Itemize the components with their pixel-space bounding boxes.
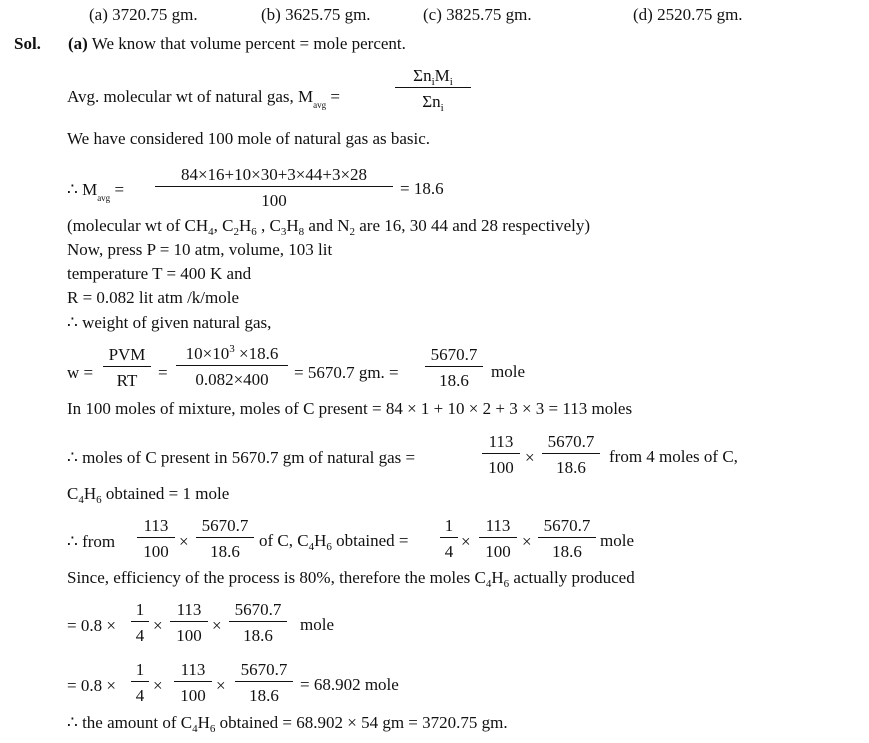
eff1-f3-den: 18.6 xyxy=(243,626,273,645)
from-fraction-3 xyxy=(440,517,458,560)
eff1-f3-num: 5670.7 xyxy=(229,601,287,622)
avg-num-sub1: i xyxy=(431,76,435,88)
eff2-f3-num: 5670.7 xyxy=(235,661,293,682)
from-mid-a: of C, C xyxy=(259,531,309,550)
eff1-times-1: × xyxy=(153,616,163,635)
from-f5-den: 18.6 xyxy=(552,542,582,561)
from-mid-b: obtained = xyxy=(331,531,409,550)
w-unit: mole xyxy=(491,362,525,381)
mc-suffix: from 4 moles of C, xyxy=(609,447,738,466)
mc-times: × xyxy=(525,448,535,467)
eq08-1: = 0.8 × xyxy=(67,616,116,635)
from-s2: 6 xyxy=(326,541,332,553)
mc-f2-num: 5670.7 xyxy=(542,433,600,454)
eff1-times-2: × xyxy=(212,616,222,635)
solution-line-1 xyxy=(68,35,406,52)
sol-label: Sol. xyxy=(14,34,41,53)
from-h: H xyxy=(314,531,327,550)
w-f2-num-b: ×18.6 xyxy=(234,344,279,363)
w-f2-sup: 3 xyxy=(229,343,235,355)
mc-fraction-1 xyxy=(482,433,520,476)
w-f2-num-a: 10×10 xyxy=(185,344,230,363)
from-f2-num: 5670.7 xyxy=(196,517,254,538)
from-f1-den: 100 xyxy=(143,542,169,561)
mw-note xyxy=(67,216,591,238)
avg-denominator xyxy=(395,88,471,114)
eff2-f3-den: 18.6 xyxy=(249,686,279,705)
from-f4-num: 113 xyxy=(479,517,517,538)
avg-den-sub: i xyxy=(440,102,444,114)
c4h6-a: C xyxy=(67,484,79,503)
eff2-fraction-1 xyxy=(131,661,149,704)
eff2-f1-den: 4 xyxy=(135,686,145,705)
eff2-fraction-3 xyxy=(235,661,293,704)
w-fraction-1 xyxy=(103,346,151,389)
mw-s2: 2 xyxy=(233,226,239,238)
mavg-label xyxy=(67,180,125,203)
mw-e: H xyxy=(286,216,299,235)
w-eq-1: = xyxy=(158,363,168,382)
w-fraction-3 xyxy=(425,346,483,389)
c4h6-s1: 4 xyxy=(78,494,84,506)
from-fraction-4 xyxy=(479,517,517,560)
from-fraction-1 xyxy=(137,517,175,560)
efficiency-line xyxy=(67,568,635,590)
w-f2-num xyxy=(176,345,288,366)
mavg-sub: avg xyxy=(97,193,111,203)
mw-d: , C xyxy=(256,216,281,235)
avg-num-a: Σn xyxy=(413,66,432,85)
w-label: w = xyxy=(67,363,94,382)
mw-g: are 16, 30 44 and 28 respectively) xyxy=(354,216,591,235)
avg-eq: = xyxy=(330,87,340,106)
mw-s6: 2 xyxy=(349,226,355,238)
from-times-2: × xyxy=(461,532,471,551)
from-f1-num: 113 xyxy=(137,517,175,538)
from-unit: mole xyxy=(600,531,634,550)
eff2-f2-num: 113 xyxy=(174,661,212,682)
from-f4-den: 100 xyxy=(485,542,511,561)
eff1-f1-num: 1 xyxy=(131,601,149,622)
temperature-line: temperature T = 400 K and xyxy=(67,264,252,283)
option-b: (b) 3625.75 gm. xyxy=(261,5,371,24)
avg-den-a: Σn xyxy=(422,92,441,111)
from-fraction-2 xyxy=(196,517,254,560)
solution-label xyxy=(14,35,41,52)
option-d: (d) 2520.75 gm. xyxy=(633,5,743,24)
mavg-result: = 18.6 xyxy=(400,179,444,198)
from-times-3: × xyxy=(522,532,532,551)
mw-s5: 8 xyxy=(298,226,305,238)
eff2-times-1: × xyxy=(153,676,163,695)
w-f1-num: PVM xyxy=(103,346,151,367)
eff-s2: 6 xyxy=(503,578,510,590)
sol-answer: (a) xyxy=(68,34,88,53)
eff1-fraction-1 xyxy=(131,601,149,644)
w-f3-num: 5670.7 xyxy=(425,346,483,367)
from-fraction-5 xyxy=(538,517,596,560)
eff1-fraction-2 xyxy=(170,601,208,644)
final-b: obtained = 68.902 × 54 gm = 3720.75 gm. xyxy=(215,713,508,732)
mw-f: and N xyxy=(304,216,350,235)
from-s1: 4 xyxy=(308,541,315,553)
basis-line: We have considered 100 mole of natural gas as basic. xyxy=(67,129,431,148)
from-times-1: × xyxy=(179,532,189,551)
mw-c: H xyxy=(239,216,252,235)
mw-b: , C xyxy=(213,216,234,235)
mc-f1-den: 100 xyxy=(488,458,514,477)
avg-mw-label xyxy=(67,87,340,110)
c4h6-one-mole xyxy=(67,484,230,506)
option-c: (c) 3825.75 gm. xyxy=(423,5,532,24)
c4h6-b: H xyxy=(83,484,97,503)
avg-fraction xyxy=(395,66,471,114)
eff-b: actually produced xyxy=(509,568,635,587)
mavg-fraction xyxy=(155,166,393,209)
mw-a: (molecular wt of CH xyxy=(67,216,209,235)
w-f2-den: 0.082×400 xyxy=(195,370,269,389)
pressure-line: Now, press P = 10 atm, volume, 103 lit xyxy=(67,240,333,259)
eff2-fraction-2 xyxy=(174,661,212,704)
from-prefix: ∴ from xyxy=(67,532,116,551)
final-line xyxy=(67,713,508,735)
eq08-2: = 0.8 × xyxy=(67,676,116,695)
from-f5-num: 5670.7 xyxy=(538,517,596,538)
avg-prefix: Avg. molecular wt of natural gas, M xyxy=(67,87,314,106)
mavg-prefix: ∴ M xyxy=(67,180,98,199)
avg-numerator xyxy=(395,67,471,88)
mavg-eq: = xyxy=(114,180,125,199)
mc-fraction-2 xyxy=(542,433,600,476)
eff1-f2-num: 113 xyxy=(170,601,208,622)
final-s1: 4 xyxy=(192,723,198,735)
mc-f2-den: 18.6 xyxy=(556,458,586,477)
avg-num-sub2: i xyxy=(449,76,453,88)
mw-s3: 6 xyxy=(251,226,257,238)
c4h6-s2: 6 xyxy=(96,494,102,506)
w-f3-den: 18.6 xyxy=(439,371,469,390)
eff1-f2-den: 100 xyxy=(176,626,202,645)
option-a: (a) 3720.75 gm. xyxy=(89,5,198,24)
c4h6-tail: obtained = 1 mole xyxy=(101,484,230,503)
mavg-numerator: 84×16+10×30+3×44+3×28 xyxy=(155,166,393,187)
eff2-f1-num: 1 xyxy=(131,661,149,682)
from-mid xyxy=(259,531,409,553)
eff-h: H xyxy=(491,568,504,587)
weight-intro: ∴ weight of given natural gas, xyxy=(67,313,272,332)
from-f2-den: 18.6 xyxy=(210,542,240,561)
mc-f1-num: 113 xyxy=(482,433,520,454)
mc-prefix: ∴ moles of C present in 5670.7 gm of natural gas = xyxy=(67,448,416,467)
final-s2: 6 xyxy=(209,723,216,735)
final-h: H xyxy=(197,713,210,732)
mavg-denominator: 100 xyxy=(261,191,287,210)
eff2-result: = 68.902 mole xyxy=(300,675,399,694)
sol-line1: We know that volume percent = mole percent. xyxy=(91,34,406,53)
eff-a: Since, efficiency of the process is 80%, therefore the moles C xyxy=(67,568,486,587)
w-f1-den: RT xyxy=(116,371,138,390)
mw-s4: 3 xyxy=(280,226,287,238)
final-a: ∴ the amount of C xyxy=(67,713,193,732)
avg-num-m: M xyxy=(434,66,450,85)
from-f3-num: 1 xyxy=(440,517,458,538)
w-result: = 5670.7 gm. = xyxy=(294,363,399,382)
eff2-f2-den: 100 xyxy=(180,686,206,705)
moles-c-line: In 100 moles of mixture, moles of C present = 84 × 1 + 10 × 2 + 3 × 3 = 113 moles xyxy=(67,399,633,418)
gas-constant-line: R = 0.082 lit atm /k/mole xyxy=(67,288,240,307)
eff1-fraction-3 xyxy=(229,601,287,644)
eff2-times-2: × xyxy=(216,676,226,695)
eff1-unit: mole xyxy=(300,615,334,634)
from-f3-den: 4 xyxy=(444,542,454,561)
w-fraction-2 xyxy=(176,345,288,388)
eff-s1: 4 xyxy=(485,578,492,590)
mw-s1: 4 xyxy=(208,226,214,238)
eff1-f1-den: 4 xyxy=(135,626,145,645)
avg-sub: avg xyxy=(313,100,327,110)
